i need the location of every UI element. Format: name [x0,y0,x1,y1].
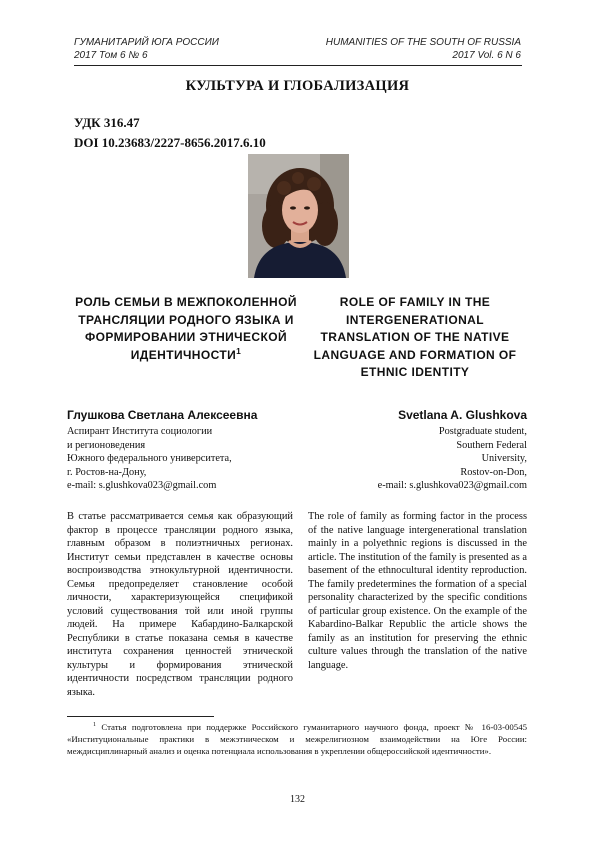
author-name-ru: Глушкова Светлана Алексеевна [67,408,258,422]
affiliation-ru-line: Южного федерального университета, [67,453,232,465]
author-email-en: e-mail: s.glushkova023@gmail.com [377,480,527,492]
title-ru-text: РОЛЬ СЕМЬИ В МЕЖПОКОЛЕННОЙ ТРАНСЛЯЦИИ РОДНОГО ЯЗЫКА И ФОРМИРОВАНИИ ЭТНИЧЕСКОЙ ИДЕНТИЧНОСТИ [75,295,297,362]
abstract-en: The role of family as forming factor in the process of the native language intergenerational translation mainly in a polyethnic regions is discussed in the article. The institution of the family is presented as a basement of the ethnocultural identity reproduction. The family predetermines the formation of a special personality characterized by the specific conditions of particular group existence. On the example of the Kabardino-Balkar Republic the article shows the family as an institution for preserving the ethnic culture values through the translation of the native language. [308,511,527,671]
section-title: КУЛЬТУРА И ГЛОБАЛИЗАЦИЯ [185,78,410,94]
affiliation-en-line: Rostov-on-Don, [460,466,527,478]
udk-code: УДК 316.47 [74,115,140,130]
page-number: 132 [290,794,305,805]
affiliation-ru [67,425,297,493]
author-email-ru: e-mail: s.glushkova023@gmail.com [67,480,217,492]
journal-name-en: HUMANITIES OF THE SOUTH OF RUSSIA [325,37,521,48]
affiliation-en-line: Postgraduate student, [438,426,527,437]
author-name-en: Svetlana A. Glushkova [398,408,527,422]
author-photo [248,154,349,278]
abstract-ru: В статье рассматривается семья как образующий фактор в процессе трансляции родного языка, главным образом в полиэтничных регионах. Институт семьи представлен в качестве основы воспроизводства этнокультурной идентичности. Семья предопределяет становление особой личности, характеризующейся спецификой условий существования той или иной группы людей. На примере Кабардино-Балкарской Республики в статье показана семья в качестве института сохранения ценностей этнической культуры и формирования этнической идентичности посредством трансляции родного языка. [67,511,293,698]
affiliation-ru-line: Аспирант Института социологии [67,426,213,437]
footnote-ref-mark: 1 [236,345,242,356]
affiliation-en-line: University, [481,453,527,465]
affiliation-ru-line: и регионоведения [67,439,146,451]
affiliation-ru-line: г. Ростов-на-Дону, [67,466,147,478]
footnote-text: Статья подготовлена при поддержке Российского гуманитарного научного фонда, проект № 16-03-00545 «Институциональные практики в межэтническом и межрелигиозном взаимодействии на Юге России: междисциплинарный анализ и оценка потенциала использования в укреплении общероссийской идентичности». [67,722,527,757]
issue-en: 2017 Vol. 6 N 6 [452,50,521,61]
issue-ru: 2017 Том 6 № 6 [74,50,148,61]
footnote [67,721,527,758]
affiliation-en-line: Southern Federal [456,439,527,451]
affiliation-en [310,425,527,493]
doi: DOI 10.23683/2227-8656.2017.6.10 [74,135,266,150]
journal-name-ru: ГУМАНИТАРИЙ ЮГА РОССИИ [74,37,219,48]
article-title-en: ROLE OF FAMILY IN THE INTERGENERATIONAL TRANSLATION OF THE NATIVE LANGUAGE AND FORMATION OF ETHNIC IDENTITY [313,295,517,379]
footnote-mark: 1 [93,722,97,729]
header-rule [74,65,522,66]
article-title-ru [74,294,298,364]
footnote-rule [67,716,214,717]
